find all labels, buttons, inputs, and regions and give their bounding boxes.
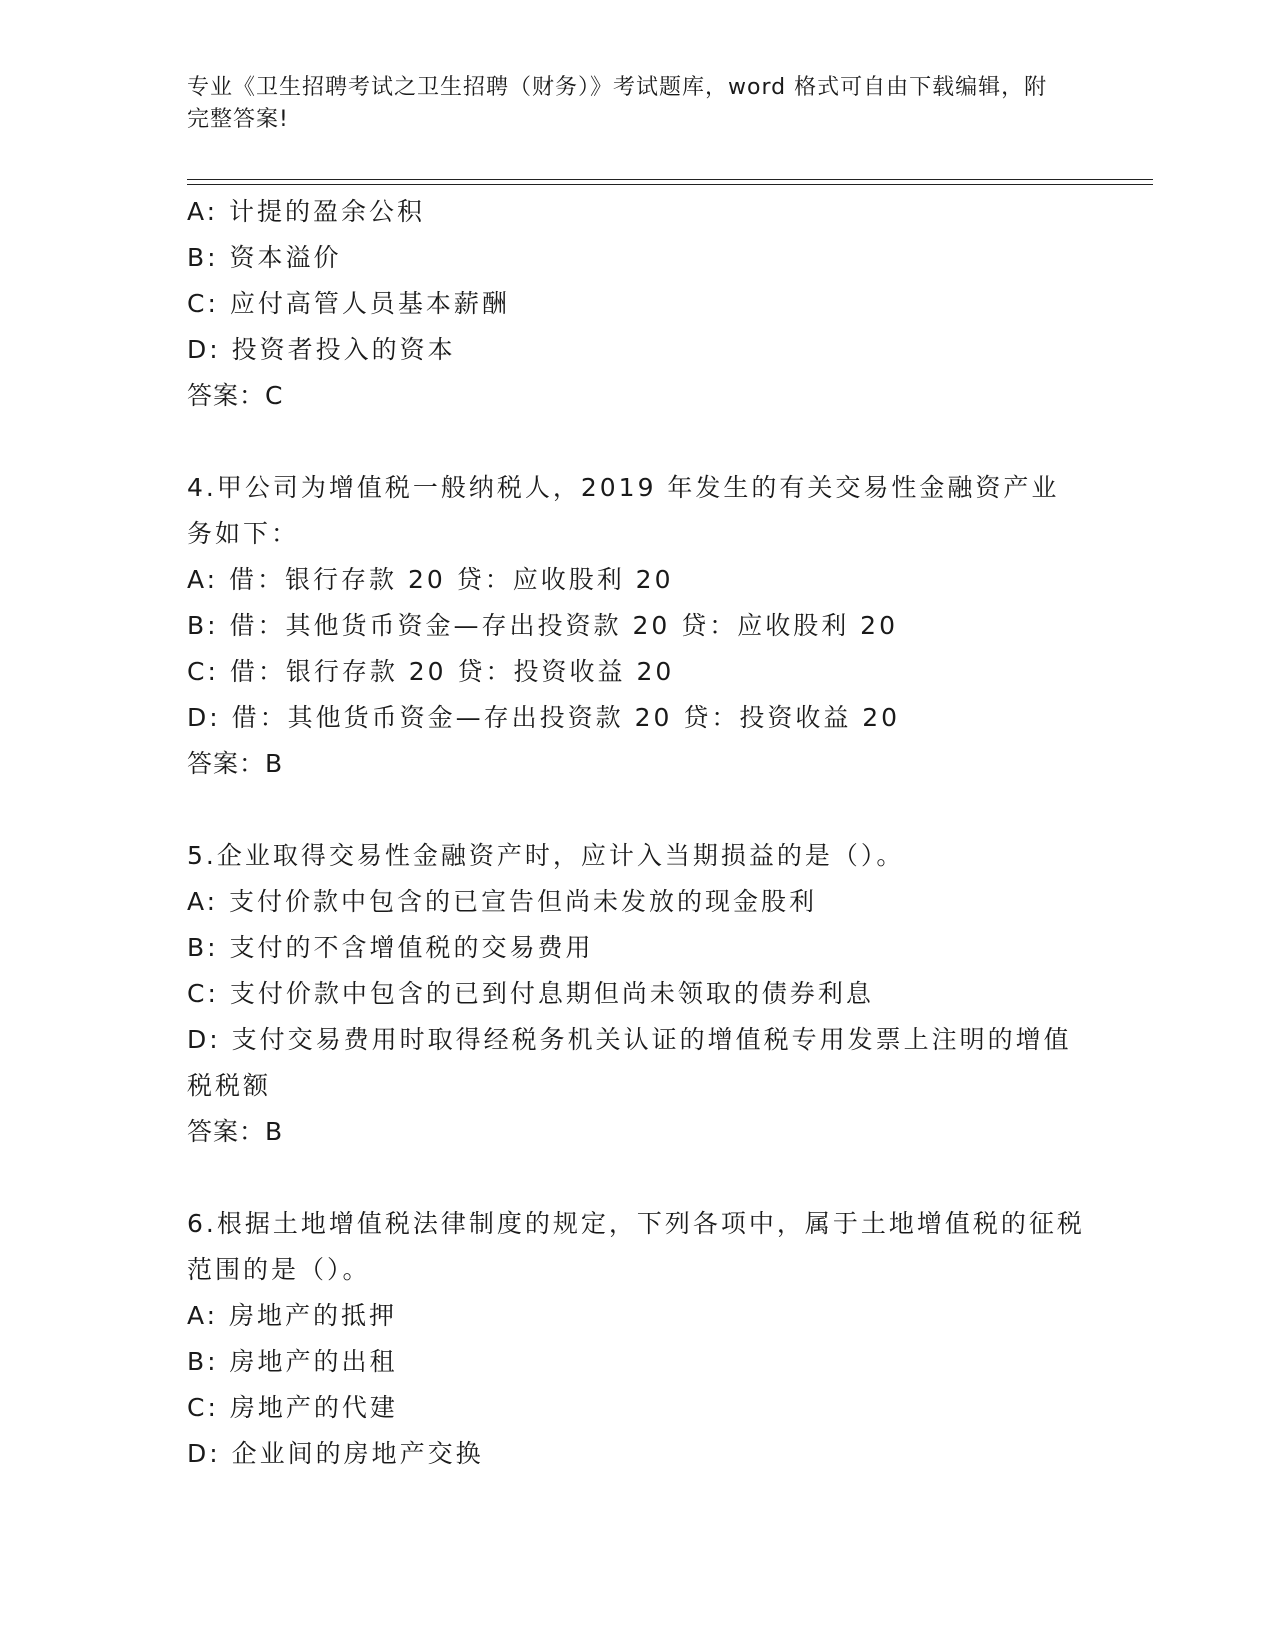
- document-body: [187, 189, 1087, 1477]
- option-a: A: 计提的盈余公积: [187, 197, 426, 226]
- option-b: B: 借：其他货币资金—存出投资款 20 贷：应收股利 20: [187, 611, 898, 640]
- spacer: [187, 787, 1087, 833]
- question-5-block: [187, 833, 1087, 1155]
- option-b: B: 支付的不含增值税的交易费用: [187, 933, 594, 962]
- spacer: [187, 1155, 1087, 1201]
- option-c: C: 借：银行存款 20 贷：投资收益 20: [187, 657, 675, 686]
- option-d: D: 支付交易费用时取得经税务机关认证的增值税专用发票上注明的增值税税额: [187, 1025, 1072, 1100]
- answer: 答案：B: [187, 749, 284, 778]
- option-a: A: 借：银行存款 20 贷：应收股利 20: [187, 565, 674, 594]
- option-c: C: 应付高管人员基本薪酬: [187, 289, 510, 318]
- option-c: C: 房地产的代建: [187, 1393, 398, 1422]
- question-6-block: [187, 1201, 1087, 1477]
- document-header: 专业《卫生招聘考试之卫生招聘（财务）》考试题库，word 格式可自由下载编辑，附完整答案!: [187, 75, 1048, 132]
- header-divider-bottom: [187, 184, 1153, 185]
- answer: 答案：B: [187, 1117, 284, 1146]
- option-b: B: 资本溢价: [187, 243, 342, 272]
- question-4-block: [187, 465, 1087, 787]
- option-d: D: 借：其他货币资金—存出投资款 20 贷：投资收益 20: [187, 703, 901, 732]
- option-b: B: 房地产的出租: [187, 1347, 398, 1376]
- question-stem: 4.甲公司为增值税一般纳税人，2019 年发生的有关交易性金融资产业务如下：: [187, 473, 1060, 548]
- answer: 答案：C: [187, 381, 284, 410]
- option-d: D: 投资者投入的资本: [187, 335, 456, 364]
- question-3-block: [187, 189, 1087, 419]
- question-stem: 5.企业取得交易性金融资产时，应计入当期损益的是（）。: [187, 841, 905, 870]
- option-a: A: 支付价款中包含的已宣告但尚未发放的现金股利: [187, 887, 818, 916]
- question-stem: 6.根据土地增值税法律制度的规定，下列各项中，属于土地增值税的征税范围的是（）。: [187, 1209, 1085, 1284]
- option-a: A: 房地产的抵押: [187, 1301, 398, 1330]
- option-c: C: 支付价款中包含的已到付息期但尚未领取的债券利息: [187, 979, 874, 1008]
- spacer: [187, 419, 1087, 465]
- header-divider-top: [187, 179, 1153, 180]
- option-d: D: 企业间的房地产交换: [187, 1439, 484, 1468]
